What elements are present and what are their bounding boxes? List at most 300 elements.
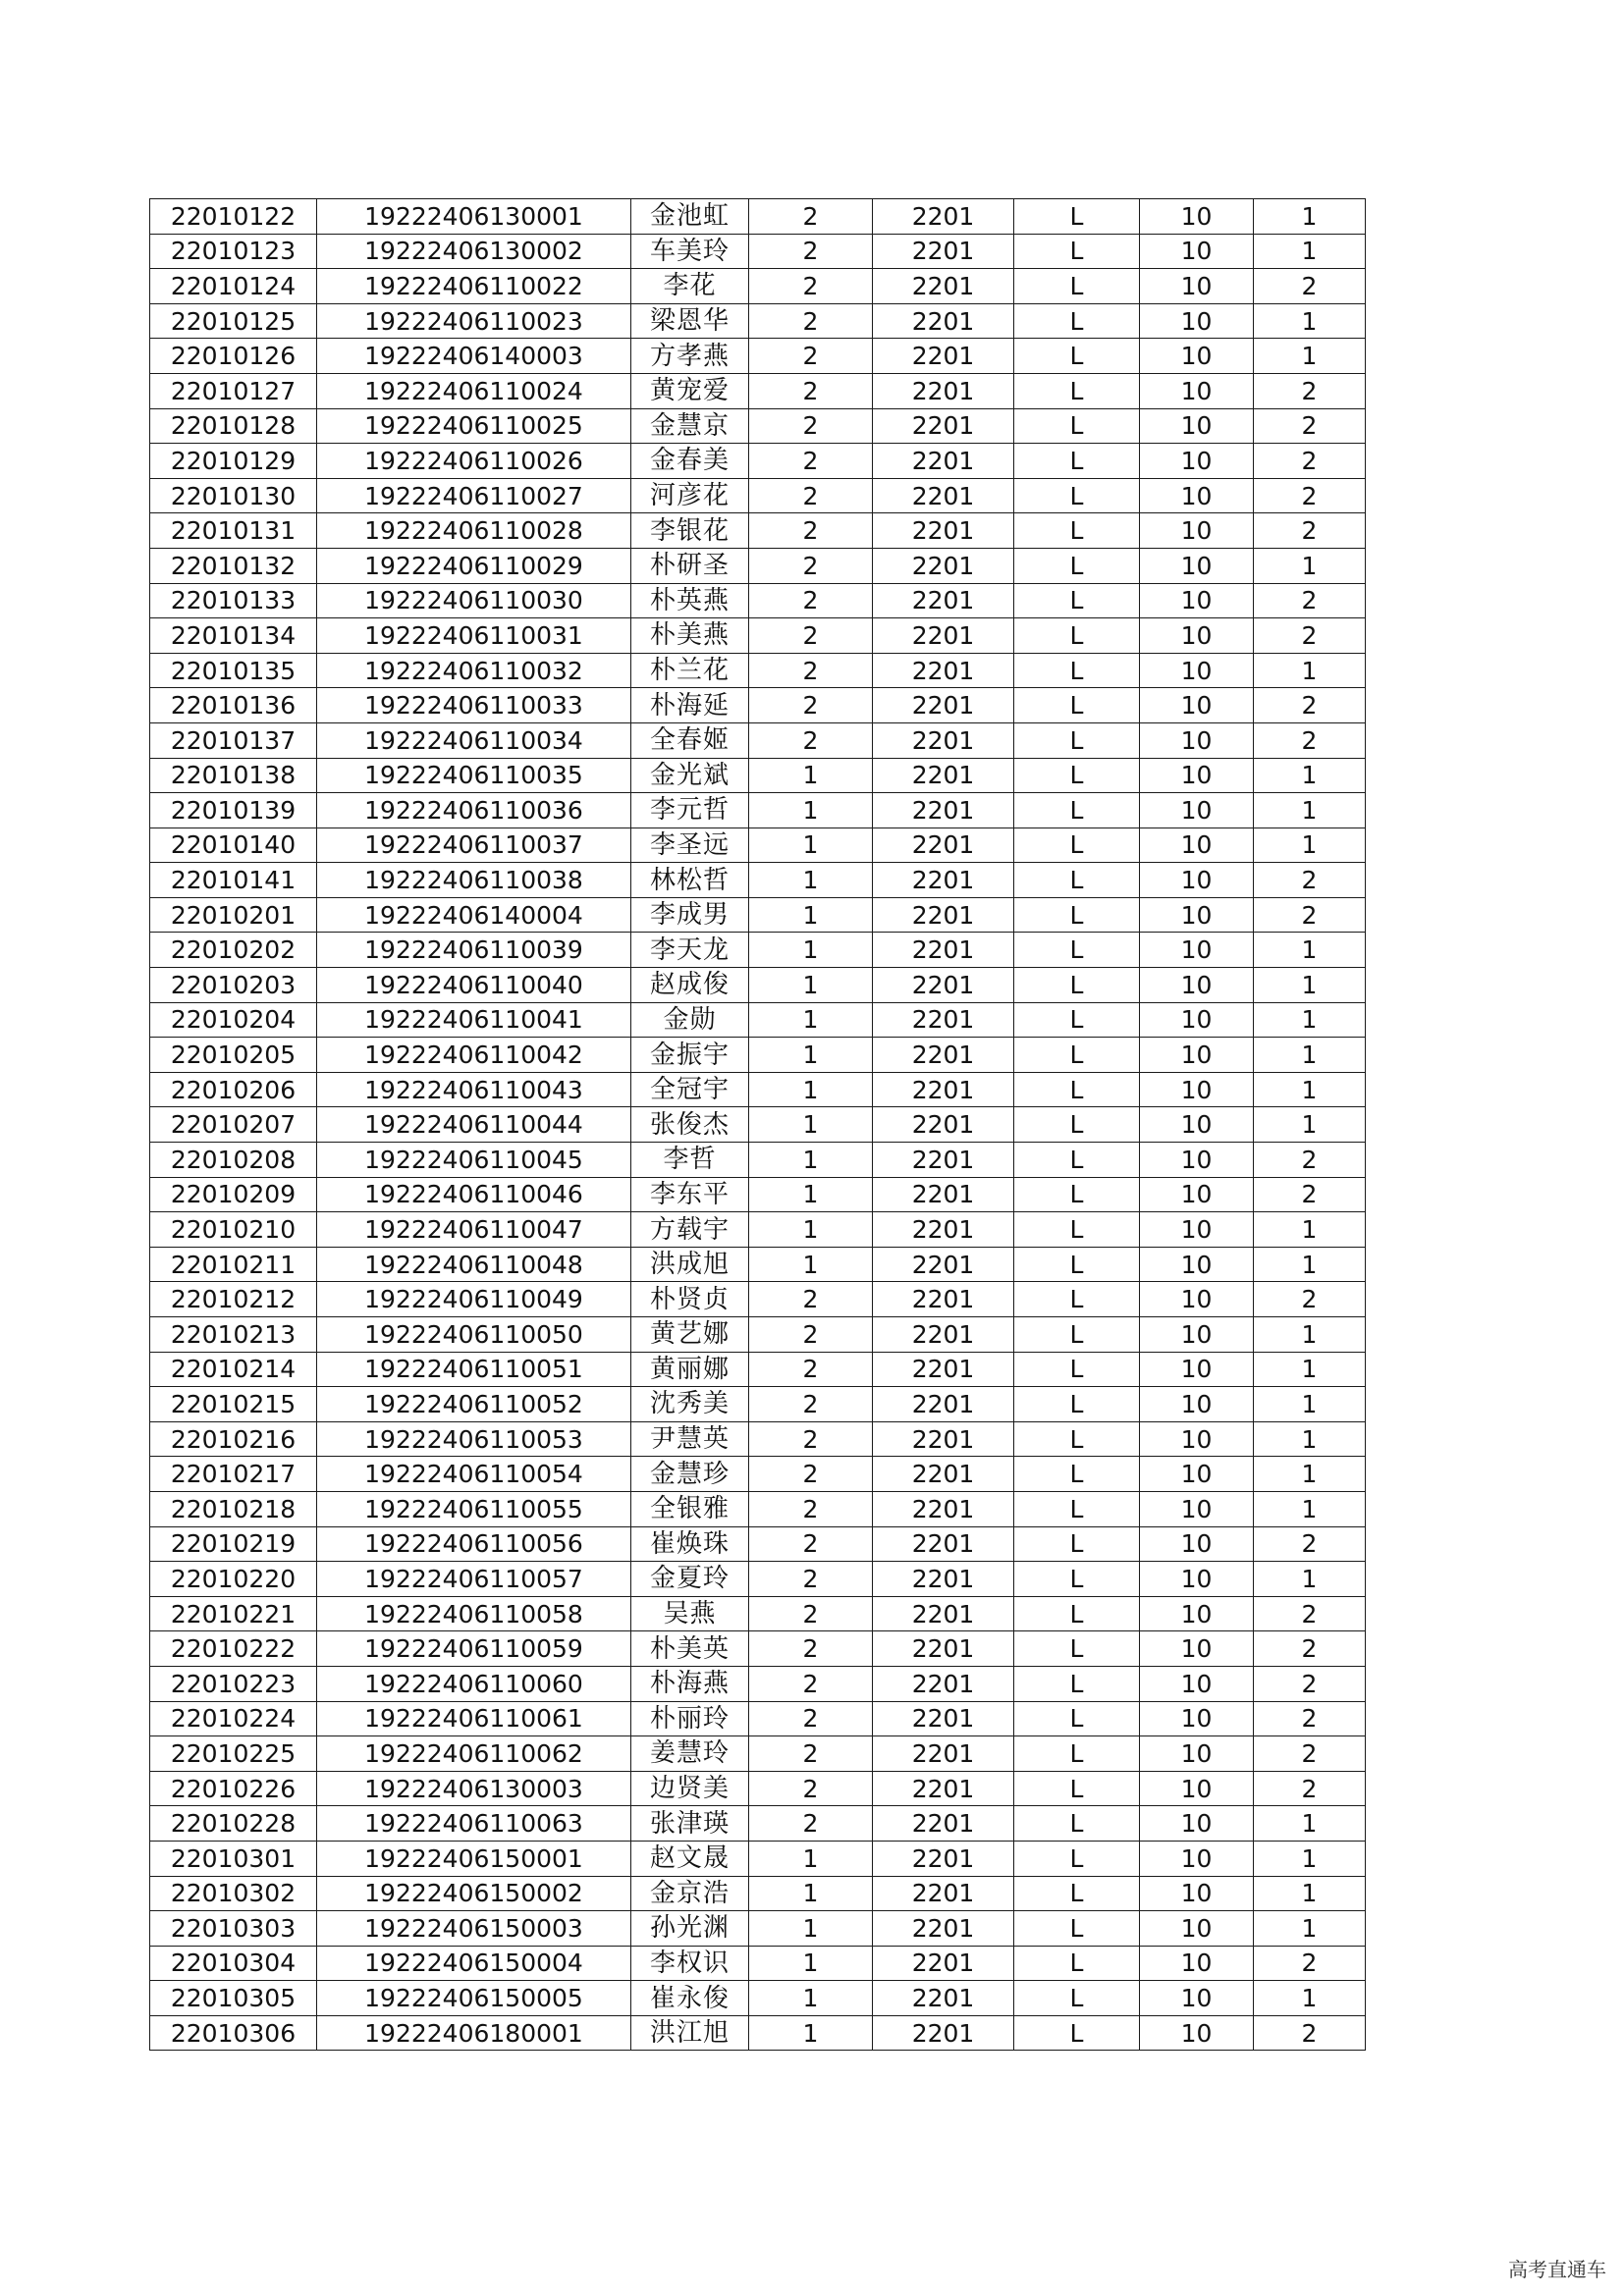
id-number-cell: 19222406110026 [317,444,631,479]
flag-cell: 1 [1254,1491,1366,1526]
table-row [150,1701,1366,1736]
gender-cell: 2 [749,1736,873,1772]
type-cell: L [1014,1946,1140,1981]
exam-number-cell: 22010207 [150,1107,317,1143]
table-row [150,968,1366,1003]
flag-cell: 2 [1254,1771,1366,1806]
code-cell: 2201 [873,478,1014,513]
exam-number-cell: 22010138 [150,758,317,793]
exam-number-cell: 22010212 [150,1282,317,1317]
flag-cell: 1 [1254,758,1366,793]
name-cell: 黄宠爱 [631,373,749,408]
gender-cell: 2 [749,583,873,618]
type-cell: L [1014,1701,1140,1736]
flag-cell: 2 [1254,513,1366,549]
code-cell: 2201 [873,828,1014,863]
type-cell: L [1014,1282,1140,1317]
gender-cell: 2 [749,1596,873,1631]
gender-cell: 2 [749,618,873,654]
name-cell: 金慧京 [631,408,749,444]
flag-cell: 1 [1254,1002,1366,1038]
table-row [150,653,1366,688]
code-cell: 2201 [873,548,1014,583]
exam-number-cell: 22010140 [150,828,317,863]
flag-cell: 2 [1254,1596,1366,1631]
score-cell: 10 [1140,444,1254,479]
name-cell: 全春姬 [631,722,749,758]
gender-cell: 1 [749,2015,873,2051]
type-cell: L [1014,478,1140,513]
id-number-cell: 19222406110049 [317,1282,631,1317]
score-cell: 10 [1140,1352,1254,1387]
flag-cell: 2 [1254,863,1366,898]
exam-number-cell: 22010133 [150,583,317,618]
name-cell: 李成男 [631,897,749,933]
score-cell: 10 [1140,1247,1254,1282]
flag-cell: 1 [1254,1212,1366,1248]
type-cell: L [1014,1491,1140,1526]
type-cell: L [1014,758,1140,793]
name-cell: 朴丽玲 [631,1701,749,1736]
score-cell: 10 [1140,199,1254,235]
name-cell: 李元哲 [631,793,749,828]
gender-cell: 1 [749,897,873,933]
code-cell: 2201 [873,1072,1014,1107]
score-cell: 10 [1140,478,1254,513]
flag-cell: 2 [1254,269,1366,304]
name-cell: 崔焕珠 [631,1526,749,1562]
table-row [150,1247,1366,1282]
score-cell: 10 [1140,1876,1254,1911]
table-row [150,1771,1366,1806]
type-cell: L [1014,199,1140,235]
gender-cell: 2 [749,339,873,374]
code-cell: 2201 [873,1562,1014,1597]
name-cell: 张津瑛 [631,1806,749,1842]
name-cell: 李权识 [631,1946,749,1981]
id-number-cell: 19222406110048 [317,1247,631,1282]
gender-cell: 2 [749,1387,873,1422]
table-row [150,583,1366,618]
table-row [150,933,1366,968]
score-cell: 10 [1140,1666,1254,1701]
name-cell: 赵成俊 [631,968,749,1003]
name-cell: 朴美英 [631,1631,749,1667]
table-row [150,1282,1366,1317]
type-cell: L [1014,1666,1140,1701]
gender-cell: 2 [749,688,873,723]
code-cell: 2201 [873,618,1014,654]
table-row [150,269,1366,304]
type-cell: L [1014,1596,1140,1631]
name-cell: 尹慧英 [631,1421,749,1457]
id-number-cell: 19222406110055 [317,1491,631,1526]
id-number-cell: 19222406110056 [317,1526,631,1562]
name-cell: 洪成旭 [631,1247,749,1282]
score-cell: 10 [1140,1421,1254,1457]
table-body [150,199,1366,2051]
flag-cell: 1 [1254,1806,1366,1842]
table-row [150,1143,1366,1178]
score-cell: 10 [1140,1771,1254,1806]
name-cell: 李银花 [631,513,749,549]
score-cell: 10 [1140,653,1254,688]
flag-cell: 2 [1254,1526,1366,1562]
flag-cell: 2 [1254,2015,1366,2051]
code-cell: 2201 [873,269,1014,304]
gender-cell: 2 [749,478,873,513]
score-cell: 10 [1140,583,1254,618]
exam-number-cell: 22010224 [150,1701,317,1736]
id-number-cell: 19222406110028 [317,513,631,549]
table-row [150,1352,1366,1387]
score-cell: 10 [1140,1981,1254,2016]
exam-number-cell: 22010130 [150,478,317,513]
table-row [150,1946,1366,1981]
id-number-cell: 19222406110035 [317,758,631,793]
name-cell: 金池虹 [631,199,749,235]
exam-number-cell: 22010122 [150,199,317,235]
name-cell: 朴研圣 [631,548,749,583]
exam-number-cell: 22010136 [150,688,317,723]
code-cell: 2201 [873,1002,1014,1038]
gender-cell: 1 [749,1143,873,1178]
type-cell: L [1014,1038,1140,1073]
exam-number-cell: 22010216 [150,1421,317,1457]
gender-cell: 2 [749,1806,873,1842]
exam-number-cell: 22010202 [150,933,317,968]
table-row [150,2015,1366,2051]
flag-cell: 2 [1254,1946,1366,1981]
gender-cell: 1 [749,1107,873,1143]
flag-cell: 1 [1254,1876,1366,1911]
table-row [150,758,1366,793]
table-row [150,618,1366,654]
gender-cell: 2 [749,1421,873,1457]
score-cell: 10 [1140,1946,1254,1981]
score-cell: 10 [1140,758,1254,793]
exam-number-cell: 22010205 [150,1038,317,1073]
name-cell: 全冠宇 [631,1072,749,1107]
gender-cell: 2 [749,1526,873,1562]
gender-cell: 1 [749,758,873,793]
flag-cell: 1 [1254,1038,1366,1073]
table-row [150,1177,1366,1212]
flag-cell: 2 [1254,583,1366,618]
type-cell: L [1014,269,1140,304]
table-row [150,1911,1366,1947]
name-cell: 朴英燕 [631,583,749,618]
type-cell: L [1014,933,1140,968]
flag-cell: 2 [1254,1701,1366,1736]
id-number-cell: 19222406110057 [317,1562,631,1597]
id-number-cell: 19222406130002 [317,234,631,269]
table-row [150,373,1366,408]
exam-number-cell: 22010126 [150,339,317,374]
code-cell: 2201 [873,1387,1014,1422]
flag-cell: 2 [1254,373,1366,408]
type-cell: L [1014,1177,1140,1212]
name-cell: 张俊杰 [631,1107,749,1143]
id-number-cell: 19222406140003 [317,339,631,374]
exam-number-cell: 22010209 [150,1177,317,1212]
table-row [150,199,1366,235]
id-number-cell: 19222406130001 [317,199,631,235]
score-cell: 10 [1140,408,1254,444]
code-cell: 2201 [873,1876,1014,1911]
id-number-cell: 19222406150005 [317,1981,631,2016]
gender-cell: 2 [749,199,873,235]
score-cell: 10 [1140,1317,1254,1353]
gender-cell: 2 [749,269,873,304]
table-row [150,1421,1366,1457]
gender-cell: 2 [749,722,873,758]
score-cell: 10 [1140,793,1254,828]
id-number-cell: 19222406150002 [317,1876,631,1911]
code-cell: 2201 [873,933,1014,968]
id-number-cell: 19222406110037 [317,828,631,863]
table-row [150,1491,1366,1526]
id-number-cell: 19222406140004 [317,897,631,933]
gender-cell: 2 [749,444,873,479]
code-cell: 2201 [873,1282,1014,1317]
code-cell: 2201 [873,863,1014,898]
score-cell: 10 [1140,1177,1254,1212]
name-cell: 朴海燕 [631,1666,749,1701]
flag-cell: 2 [1254,722,1366,758]
id-number-cell: 19222406110063 [317,1806,631,1842]
gender-cell: 2 [749,1631,873,1667]
code-cell: 2201 [873,1107,1014,1143]
table-row [150,1317,1366,1353]
table-row [150,1806,1366,1842]
score-cell: 10 [1140,1387,1254,1422]
table-row [150,1457,1366,1492]
flag-cell: 2 [1254,444,1366,479]
code-cell: 2201 [873,1666,1014,1701]
name-cell: 李东平 [631,1177,749,1212]
exam-number-cell: 22010204 [150,1002,317,1038]
type-cell: L [1014,1457,1140,1492]
table-row [150,444,1366,479]
code-cell: 2201 [873,1177,1014,1212]
table-row [150,1631,1366,1667]
table-row [150,513,1366,549]
code-cell: 2201 [873,408,1014,444]
name-cell: 方载宇 [631,1212,749,1248]
score-cell: 10 [1140,1911,1254,1947]
id-number-cell: 19222406110045 [317,1143,631,1178]
code-cell: 2201 [873,303,1014,339]
id-number-cell: 19222406110043 [317,1072,631,1107]
code-cell: 2201 [873,1317,1014,1353]
name-cell: 金光斌 [631,758,749,793]
id-number-cell: 19222406110023 [317,303,631,339]
exam-number-cell: 22010129 [150,444,317,479]
gender-cell: 1 [749,1177,873,1212]
gender-cell: 2 [749,513,873,549]
score-cell: 10 [1140,968,1254,1003]
flag-cell: 1 [1254,1981,1366,2016]
score-cell: 10 [1140,688,1254,723]
score-cell: 10 [1140,548,1254,583]
table-row [150,339,1366,374]
flag-cell: 1 [1254,828,1366,863]
gender-cell: 2 [749,234,873,269]
exam-number-cell: 22010228 [150,1806,317,1842]
id-number-cell: 19222406150003 [317,1911,631,1947]
id-number-cell: 19222406110054 [317,1457,631,1492]
table-row [150,1666,1366,1701]
type-cell: L [1014,1841,1140,1876]
gender-cell: 2 [749,1666,873,1701]
table-row [150,897,1366,933]
code-cell: 2201 [873,1491,1014,1526]
name-cell: 姜慧玲 [631,1736,749,1772]
type-cell: L [1014,373,1140,408]
name-cell: 金京浩 [631,1876,749,1911]
score-cell: 10 [1140,1457,1254,1492]
score-cell: 10 [1140,1143,1254,1178]
code-cell: 2201 [873,688,1014,723]
name-cell: 全银雅 [631,1491,749,1526]
type-cell: L [1014,1771,1140,1806]
type-cell: L [1014,1143,1140,1178]
gender-cell: 2 [749,1282,873,1317]
table-row [150,303,1366,339]
code-cell: 2201 [873,513,1014,549]
type-cell: L [1014,1526,1140,1562]
code-cell: 2201 [873,1038,1014,1073]
score-cell: 10 [1140,1562,1254,1597]
code-cell: 2201 [873,1352,1014,1387]
type-cell: L [1014,897,1140,933]
id-number-cell: 19222406110062 [317,1736,631,1772]
flag-cell: 1 [1254,1107,1366,1143]
flag-cell: 2 [1254,1736,1366,1772]
name-cell: 朴海延 [631,688,749,723]
id-number-cell: 19222406110029 [317,548,631,583]
exam-number-cell: 22010304 [150,1946,317,1981]
exam-number-cell: 22010135 [150,653,317,688]
flag-cell: 1 [1254,548,1366,583]
id-number-cell: 19222406110030 [317,583,631,618]
name-cell: 李圣远 [631,828,749,863]
exam-number-cell: 22010222 [150,1631,317,1667]
type-cell: L [1014,408,1140,444]
id-number-cell: 19222406110050 [317,1317,631,1353]
name-cell: 金振宇 [631,1038,749,1073]
type-cell: L [1014,234,1140,269]
id-number-cell: 19222406110032 [317,653,631,688]
type-cell: L [1014,444,1140,479]
type-cell: L [1014,1072,1140,1107]
type-cell: L [1014,793,1140,828]
gender-cell: 1 [749,1212,873,1248]
gender-cell: 1 [749,1002,873,1038]
id-number-cell: 19222406110036 [317,793,631,828]
score-cell: 10 [1140,513,1254,549]
id-number-cell: 19222406110033 [317,688,631,723]
name-cell: 金春美 [631,444,749,479]
score-cell: 10 [1140,1282,1254,1317]
name-cell: 朴贤贞 [631,1282,749,1317]
name-cell: 沈秀美 [631,1387,749,1422]
table-row [150,1072,1366,1107]
table-row [150,1387,1366,1422]
code-cell: 2201 [873,1247,1014,1282]
table-row [150,722,1366,758]
flag-cell: 1 [1254,1457,1366,1492]
type-cell: L [1014,1352,1140,1387]
id-number-cell: 19222406110052 [317,1387,631,1422]
type-cell: L [1014,863,1140,898]
table-row [150,1981,1366,2016]
code-cell: 2201 [873,199,1014,235]
table-row [150,478,1366,513]
score-cell: 10 [1140,1806,1254,1842]
name-cell: 李天龙 [631,933,749,968]
flag-cell: 2 [1254,618,1366,654]
flag-cell: 1 [1254,1387,1366,1422]
id-number-cell: 19222406110039 [317,933,631,968]
exam-number-cell: 22010125 [150,303,317,339]
code-cell: 2201 [873,339,1014,374]
exam-number-cell: 22010203 [150,968,317,1003]
exam-number-cell: 22010218 [150,1491,317,1526]
gender-cell: 2 [749,653,873,688]
code-cell: 2201 [873,1143,1014,1178]
gender-cell: 1 [749,1038,873,1073]
code-cell: 2201 [873,583,1014,618]
flag-cell: 2 [1254,478,1366,513]
code-cell: 2201 [873,1841,1014,1876]
type-cell: L [1014,722,1140,758]
gender-cell: 1 [749,793,873,828]
score-cell: 10 [1140,1596,1254,1631]
flag-cell: 1 [1254,653,1366,688]
id-number-cell: 19222406180001 [317,2015,631,2051]
code-cell: 2201 [873,444,1014,479]
id-number-cell: 19222406110038 [317,863,631,898]
id-number-cell: 19222406110058 [317,1596,631,1631]
table-row [150,1736,1366,1772]
table-row [150,1107,1366,1143]
flag-cell: 1 [1254,1562,1366,1597]
name-cell: 金慧珍 [631,1457,749,1492]
type-cell: L [1014,1736,1140,1772]
exam-number-cell: 22010214 [150,1352,317,1387]
exam-number-cell: 22010131 [150,513,317,549]
id-number-cell: 19222406110042 [317,1038,631,1073]
name-cell: 黄艺娜 [631,1317,749,1353]
score-cell: 10 [1140,1212,1254,1248]
name-cell: 孙光渊 [631,1911,749,1947]
score-cell: 10 [1140,828,1254,863]
id-number-cell: 19222406150004 [317,1946,631,1981]
flag-cell: 1 [1254,1247,1366,1282]
exam-number-cell: 22010301 [150,1841,317,1876]
score-cell: 10 [1140,618,1254,654]
score-cell: 10 [1140,234,1254,269]
name-cell: 李花 [631,269,749,304]
name-cell: 黄丽娜 [631,1352,749,1387]
id-number-cell: 19222406110022 [317,269,631,304]
flag-cell: 1 [1254,303,1366,339]
exam-number-cell: 22010219 [150,1526,317,1562]
gender-cell: 2 [749,1457,873,1492]
type-cell: L [1014,688,1140,723]
